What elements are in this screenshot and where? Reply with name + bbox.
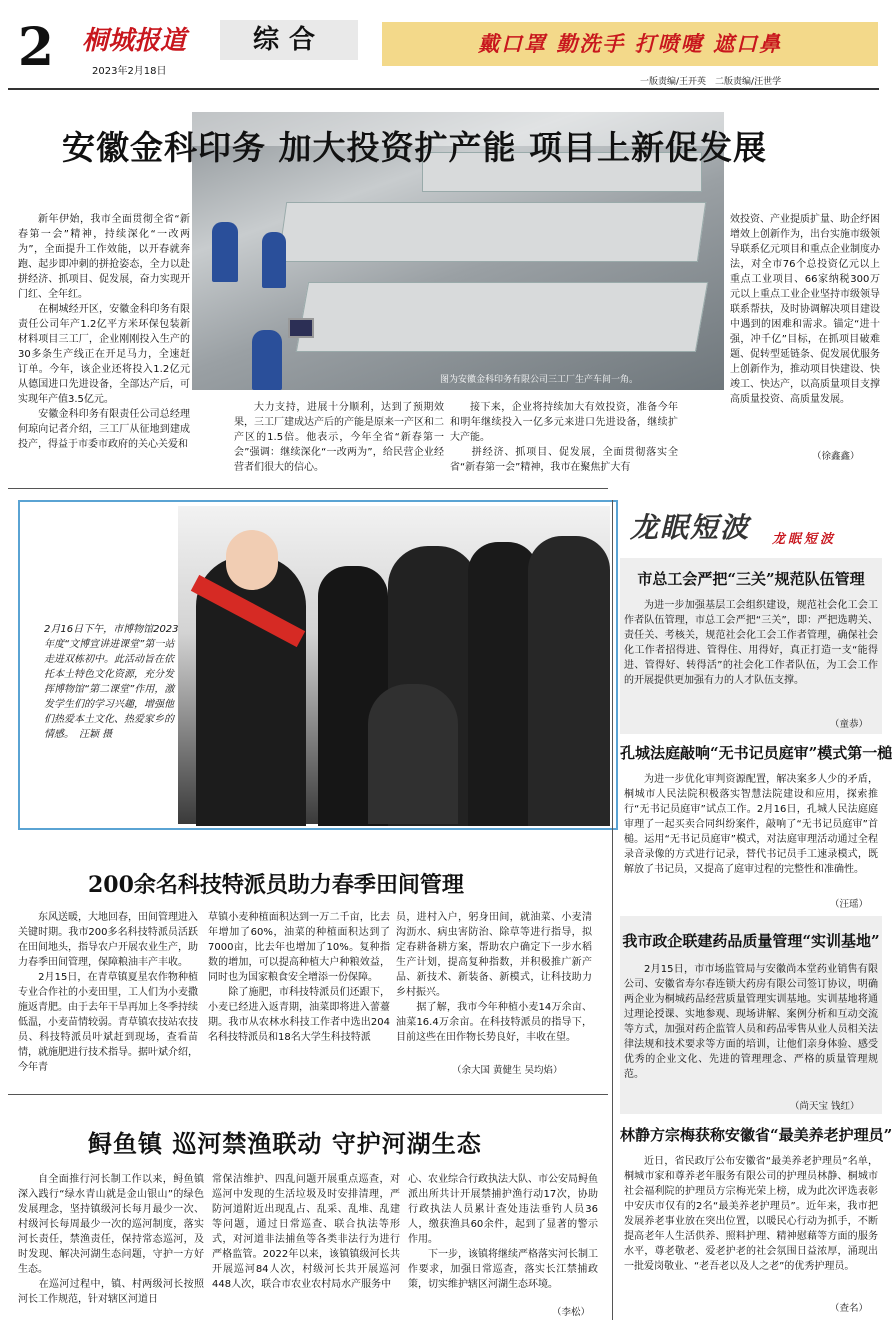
brief-title-2: 孔城法庭敲响“无书记员庭审”模式第一槌 bbox=[620, 744, 892, 762]
lead-headline: 安徽金科印务 加大投资扩产能 项目上新促发展 bbox=[62, 128, 767, 167]
brief-author-4: （查名） bbox=[830, 1303, 869, 1314]
lead-column-3: 接下来，企业将持续加大有效投资，准备今年和明年继续投入一亿多元来进口先进设备，继续扩大产能。 拼经济、抓项目、促发展，全面贯彻落实全省“新春第一会”精神，我市在聚焦扩大有 bbox=[450, 402, 678, 473]
river-column-3: 心、农业综合行政执法大队、市公安局鲟鱼派出所共计开展禁捕护渔行动17次，协助行政执法人员累计查处违法垂钓人员36人，缴获渔具60余件，起到了显著的警示作用。 下一步，该镇将继续严格落实河长制工作要求，加强日常巡查，落实长江禁捕政策，切实维护辖区河湖生态环境。 bbox=[408, 1174, 598, 1290]
farming-column-3: 员，进村入户，躬身田间，就油菜、小麦清沟沥水、病虫害防治、除草等进行指导，拟定春耕备耕方案，帮助农户确定下一步水稻生产计划，提高复种指数，并积极推广新产品、新技术、新装备、新模式，让科技助力乡村振兴。 据了解，我市今年种植小麦14万余亩、油菜16.4万余亩。在科技特派员的指导下，目前这些在田作物长势良好，丰收在望。 bbox=[396, 912, 592, 1043]
farming-author: （余大国 黄健生 吴均焰） bbox=[452, 1065, 563, 1076]
factory-photo-caption: 图为安徽金科印务有限公司三工厂生产车间一角。 bbox=[440, 375, 639, 385]
brief-title-4: 林静方宗梅获称安徽省“最美养老护理员” bbox=[620, 1126, 892, 1144]
brief-text-3: 2月15日，市市场监管局与安徽尚本堂药业销售有限公司、安徽省寿尔春连锁大药房有限公司签订协议，明确两企业为桐城药品经营质量管理实训基地。实训基地将通过理论授课、实地参观、现场讲解、案例分析和互动交流等方式，加强对药企监管人员和药品零售从业人员相关法律法规和技术要求等方面的培训，让他们亲身体验、感受优秀的企业文化、先进的管理理念、严格的质量管理规范。 bbox=[624, 964, 878, 1080]
farming-headline: 200余名科技特派员助力春季田间管理 bbox=[88, 872, 464, 898]
page-number: 2 bbox=[17, 17, 55, 78]
slogan-banner: 戴口罩 勤洗手 打喷嚏 遮口鼻 bbox=[382, 22, 878, 66]
river-column-2: 常保洁维护、四乱问题开展重点巡查，对巡河中发现的生活垃圾及时安排清理，严防河道附近出现乱占、乱采、乱堆、乱建等问题，通过日常巡查、联合执法等形式，对河道非法捕鱼等各类非法行为进行严格监管。2022年以来，该镇镇级河长共开展巡河84人次，村级河长共开展巡河448人次，联合市农业农村局水产服务中 bbox=[212, 1174, 400, 1290]
lead-author: （徐鑫鑫） bbox=[812, 451, 860, 462]
briefs-divider bbox=[612, 500, 613, 1320]
river-author: （李松） bbox=[552, 1307, 591, 1318]
section-divider bbox=[8, 488, 608, 489]
section-divider-2 bbox=[8, 1094, 608, 1095]
editors-line: 一版责编/王开英 二版责编/汪世学 bbox=[640, 77, 782, 87]
brief-author-1: （童恭） bbox=[830, 719, 869, 730]
paper-logo: 桐城报道 bbox=[82, 26, 187, 56]
museum-photo-caption: 2月16日下午，市博物馆2023年度“文博宣讲进课堂”第一站走进双栋初中。此活动旨在依托本土特色文化资源，充分发挥博物馆“第二课堂”作用，激发学生们的学习兴趣，增强他们热爱本土文化、热爱家乡的情感。 汪颖 摄 bbox=[44, 624, 179, 740]
farming-column-1: 东风送暖，大地回春，田间管理进入关键时期。我市200多名科技特派员活跃在田间地头，指导农户开展农业生产，助力春季田间管理，保障粮油丰产丰收。 2月15日，在青草镇夏星农作物种植专业合作社的小麦田里，工人们为小麦撒施返青肥。由于去年干旱再加上冬季持续低温，小麦苗情较弱。青草镇农技站农技员、科技特派员叶斌赶到现场，查看苗情，就施肥进行技术指导。据叶斌介绍，今年青 bbox=[18, 912, 198, 1073]
lead-column-4: 效投资、产业提质扩量、助企纾困增效上创新作为，出台实施市级领导联系亿元项目和重点企业制度办法，对全市76个总投资亿元以上重点工业项目、66家纳税300万元以上重点工业企业坚持市级领导联系帮扶，及时协调解决项目建设中遇到的困难和需求。锚定“进十强，冲千亿”目标，在抓项目破难题、促转型延链条、促发展优服务上创新作为，推动项目快建设、快竣工、快达产，以高质量项目支撑高质量投资、高质量发展。 bbox=[730, 214, 880, 405]
brief-author-2: （汪瑶） bbox=[830, 899, 869, 910]
briefs-logo: 龙眠短波 bbox=[630, 511, 751, 544]
brief-title-3: 我市政企联建药品质量管理“实训基地” bbox=[622, 932, 880, 950]
brief-text-2: 为进一步优化审判资源配置，解决案多人少的矛盾，桐城市人民法院积极落实智慧法院建设和应用，探索推行“无书记员庭审”试点工作。2月16日，孔城人民法庭庭审理了一起买卖合同纠纷案件，敲响了“无书记员庭审”首槌。运用“无书记员庭审”模式，对法庭审理活动通过全程录音录像的方式进行记录，替代书记员手工速录模式，既解放了书记员，又提高了庭审过程的完整性和准确性。 bbox=[624, 774, 878, 875]
masthead-rule bbox=[8, 88, 879, 90]
brief-text-1: 为进一步加强基层工会组织建设，规范社会化工会工作者队伍管理，市总工会严把“三关”，即：严把选聘关、责任关、考核关，规范社会化工会工作者管理，确保社会化工作者招得进、管得住、用得好，真正打造一支“能得进、管得好、转得活”的社会化工作者队伍，为工会工作的开展提供更加强有力的人才队伍支撑。 bbox=[624, 600, 878, 686]
river-headline: 鲟鱼镇 巡河禁渔联动 守护河湖生态 bbox=[88, 1129, 482, 1158]
farming-column-2: 草镇小麦种植面积达到一万二千亩，比去年增加了60%，油菜的种植面积达到了7000亩，比去年也增加了10%。复种指数的增加，可以提高种植大户种粮效益，同时也为国家粮食安全增添一份保障。 除了施肥，市科技特派员们还跟下，小麦已经进入返青期，油菜即将进入蕾薹期。我市从农林水科技工作者中选出204名科技特派员和18名大学生科技特派 bbox=[208, 912, 390, 1043]
issue-date: 2023年2月18日 bbox=[92, 66, 167, 77]
museum-lecture-photo bbox=[178, 506, 610, 824]
section-title: 综合 bbox=[220, 20, 358, 60]
river-column-1: 自全面推行河长制工作以来，鲟鱼镇深入践行“绿水青山就是金山银山”的绿色发展理念，坚持镇级河长每月最少一次、村级河长每周最少一次的巡河制度，落实河长责任，禁渔责任，保持常态巡河，及时发现、解决河湖生态问题，守护一方好生态。 在巡河过程中，镇、村两级河长按照河长工作规范，针对辖区河道日 bbox=[18, 1174, 204, 1305]
briefs-subtitle: 龙眠短波 bbox=[772, 532, 837, 547]
brief-text-4: 近日，省民政厅公布安徽省“最美养老护理员”名单，桐城市家和尊养老年服务有限公司的护理员林静、桐城市社会福利院的护理员方宗梅光荣上榜，成为此次评选表彰中安庆市仅有的2名“最美养老护理员”。近年来，我市把发展养老事业放在突出位置，以暖民心行动为抓手，不断提高老年人生活供养、照料护理、精神慰藉等方面的服务水平，尊老敬老、爱老护老的社会氛围日益浓厚，涌现出一批爱岗敬业、“老吾老以及人之老”的优秀护理员。 bbox=[624, 1156, 878, 1272]
lead-column-1: 新年伊始，我市全面贯彻全省“新春第一会”精神，持续深化“一改两为”，全面提升工作效能，以开春就奔跑、起步即冲刺的拼抢姿态，全力以赴拼经济、抓项目、促发展，奋力实现开门红、全年红。 在桐城经开区，安徽金科印务有限责任公司年产1.2亿平方米环保包装新材料项目三工厂，企业刚刚投入生产的30多条生产线正在开足马力，全速赶订单。今年，该企业还将投入1.2亿元从德国进口先进设备，全部达产后，可实现年产值3.5亿元。 安徽金科印务有限责任公司总经理何琼向记者介绍，三工厂从征地到建成投产，得益于市委市政府的关心关爱和 bbox=[18, 214, 190, 450]
lead-column-2: 大力支持，进展十分顺利，达到了预期效果，三工厂建成达产后的产能是原来一产区和二产区的1.5倍。他表示，今年全省“新春第一会”强调：继续深化“一改两为”，给民营企业经营者们很大的信心。 bbox=[234, 402, 444, 473]
brief-title-1: 市总工会严把“三关”规范队伍管理 bbox=[637, 570, 865, 588]
brief-author-3: （尚天宝 钱红） bbox=[790, 1101, 860, 1112]
